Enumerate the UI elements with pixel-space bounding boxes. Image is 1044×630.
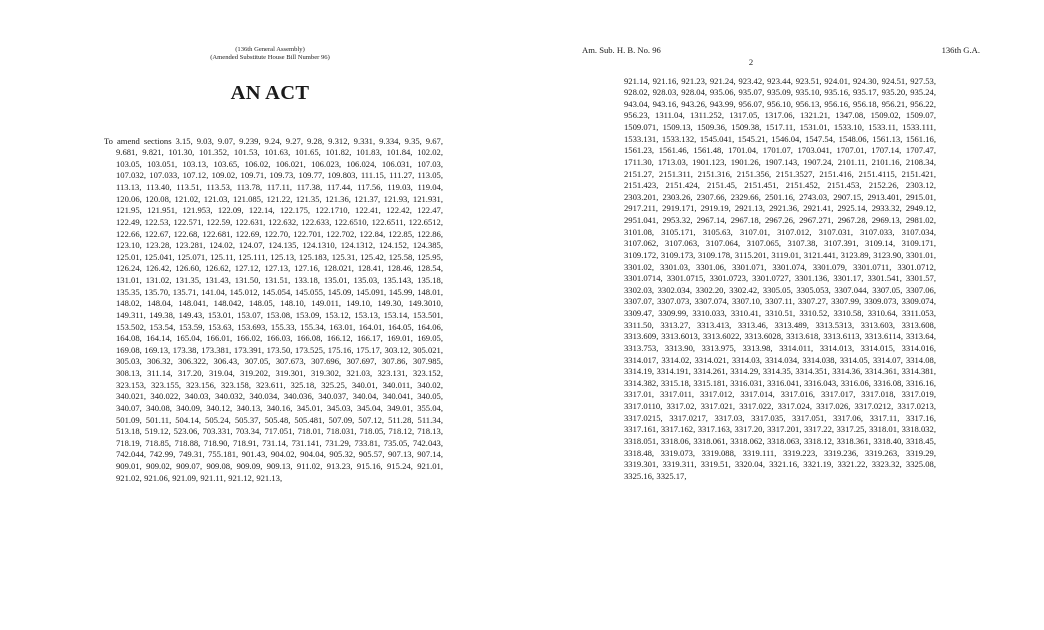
right-page <box>522 0 1044 630</box>
assembly-line: (136th General Assembly) <box>235 46 305 53</box>
act-title: AN ACT <box>230 82 310 104</box>
bill-header <box>130 46 410 62</box>
bill-reference-line: (Amended Substitute House Bill Number 96) <box>210 54 330 61</box>
page-number: 2 <box>748 57 754 67</box>
amend-sections-text: To amend sections 3.15, 9.03, 9.07, 9.239, 9.24, 9.27, 9.28, 9.312, 9.331, 9.334, 9.35, 9.67, 9.681, 9.821, 101.30, 101.352, 101.53, 101.63, 101.65, 101.82, 101.83, 101.84, 102.02, 103.05, 103.051, 103.13, 103.65, 106.02, 106.021, 106.023, 106.024, 106.031, 107.03, 107.032, 107.033, 107.12, 109.02, 109.71, 109.73, 109.77, 109.803, 111.15, 111.27, 113.05, 113.13, 113.40, 113.51, 113.53, 113.78, 117.11, 117.38, 117.44, 117.56, 119.03, 119.04, 120.06, 120.08, 121.02, 121.03, 121.085, 121.22, 121.35, 121.36, 121.37, 121.93, 121.931, 121.95, 121.951, 121.953, 122.09, 122.14, 122.175, 122.1710, 122.41, 122.42, 122.47, 122.49, 122.53, 122.571, 122.59, 122.631, 122.632, 122.633, 122.6510, 122.6511, 122.6512, 122.66, 122.67, 122.68, 122.681, 122.69, 122.70, 122.701, 122.702, 122.84, 122.85, 122.86, 123.10, 123.28, 123.281, 124.02, 124.07, 124.135, 124.1310, 124.1312, 124.152, 124.385, 125.01, 125.041, 125.071, 125.11, 125.111, 125.13, 125.183, 125.31, 125.42, 125.58, 125.95, 126.24, 126.42, 126.60, 126.62, 127.12, 127.13, 127.16, 128.021, 128.41, 128.46, 128.54, 131.01, 131.02, 131.35, 131.43, 131.50, 131.51, 133.18, 135.01, 135.03, 135.143, 135.18, 135.35, 135.70, 135.71, 141.04, 145.012, 145.054, 145.055, 145.09, 145.091, 145.99, 148.01, 148.02, 148.04, 148.041, 148.042, 148.05, 148.10, 149.011, 149.10, 149.30, 149.3010, 149.311, 149.38, 149.43, 153.01, 153.07, 153.08, 153.09, 153.12, 153.13, 153.14, 153.501, 153.502, 153.54, 153.59, 153.63, 153.693, 155.33, 155.34, 163.01, 164.01, 164.05, 164.06, 164.08, 164.14, 165.04, 166.01, 166.02, 166.03, 166.08, 166.12, 166.17, 169.01, 169.05, 169.08, 169.13, 173.38, 173.381, 173.391, 173.50, 173.525, 175.16, 175.17, 303.12, 305.021, 305.03, 306.32, 306.322, 306.43, 307.05, 307.673, 307.696, 307.697, 307.86, 307.985, 308.13, 311.14, 317.20, 319.04, 319.202, 319.301, 319.302, 321.03, 323.131, 323.152, 323.153, 323.155, 323.156, 323.158, 323.611, 325.18, 325.25, 340.01, 340.011, 340.02, 340.021, 340.022, 340.03, 340.032, 340.034, 340.036, 340.037, 340.04, 340.041, 340.05, 340.07, 340.08, 340.09, 340.12, 340.13, 340.16, 345.01, 345.03, 345.04, 349.01, 355.04, 501.09, 501.11, 504.14, 505.24, 505.37, 505.48, 505.481, 507.09, 507.12, 511.28, 511.34, 513.18, 519.12, 523.06, 703.331, 703.34, 717.051, 718.01, 718.031, 718.05, 718.12, 718.13, 718.19, 718.85, 718.88, 718.90, 718.91, 731.14, 731.141, 731.29, 733.81, 735.05, 742.043, 742.044, 742.99, 749.31, 755.181, 901.43, 904.02, 904.04, 905.32, 905.57, 907.13, 907.14, 909.01, 909.02, 909.07, 909.08, 909.09, 909.13, 911.02, 913.23, 915.16, 915.24, 921.01, 921.02, 921.06, 921.09, 921.11, 921.12, 921.13, <box>104 135 443 483</box>
running-head-assembly: 136th G.A. <box>941 45 980 55</box>
sections-continued-text: 921.14, 921.16, 921.23, 921.24, 923.42, 923.44, 923.51, 924.01, 924.30, 924.51, 927.53, 928.02, 928.03, 928.04, 935.06, 935.07, 935.09, 935.10, 935.16, 935.17, 935.20, 935.24, 943.04, 943.16, 943.26, 943.99, 956.07, 956.10, 956.13, 956.16, 956.18, 956.21, 956.22, 956.23, 1311.04, 1311.252, 1317.05, 1317.06, 1321.21, 1347.08, 1509.02, 1509.07, 1509.071, 1509.13, 1509.36, 1509.38, 1517.11, 1531.01, 1533.10, 1533.11, 1533.111, 1533.131, 1533.132, 1545.041, 1545.21, 1546.04, 1547.54, 1548.06, 1561.13, 1561.16, 1561.23, 1561.46, 1561.48, 1701.04, 1701.07, 1703.041, 1707.01, 1707.14, 1707.47, 1711.30, 1713.03, 1901.123, 1901.26, 1907.143, 1907.24, 2101.11, 2101.16, 2108.34, 2151.27, 2151.311, 2151.316, 2151.356, 2151.3527, 2151.416, 2151.4115, 2151.421, 2151.423, 2151.424, 2151.45, 2151.451, 2151.452, 2151.453, 2152.26, 2303.12, 2303.201, 2303.26, 2307.66, 2329.66, 2501.16, 2743.03, 2907.15, 2913.401, 2915.01, 2917.211, 2919.171, 2919.19, 2921.13, 2921.36, 2921.41, 2925.14, 2933.32, 2949.12, 2951.041, 2953.32, 2967.14, 2967.18, 2967.26, 2967.271, 2967.28, 2969.13, 2981.02, 3101.08, 3105.171, 3105.63, 3107.01, 3107.012, 3107.031, 3107.033, 3107.034, 3107.062, 3107.063, 3107.064, 3107.065, 3107.38, 3107.391, 3109.14, 3109.171, 3109.172, 3109.173, 3109.178, 3115.201, 3119.01, 3121.441, 3123.89, 3123.90, 3301.01, 3301.02, 3301.03, 3301.06, 3301.071, 3301.074, 3301.079, 3301.0711, 3301.0712, 3301.0714, 3301.0715, 3301.0723, 3301.0727, 3301.136, 3301.17, 3301.541, 3301.57, 3302.03, 3302.034, 3302.20, 3302.42, 3305.05, 3305.053, 3307.044, 3307.05, 3307.06, 3307.07, 3307.073, 3307.074, 3307.10, 3307.11, 3307.27, 3307.99, 3309.073, 3309.074, 3309.47, 3309.99, 3310.033, 3310.41, 3310.51, 3310.52, 3310.58, 3310.64, 3311.053, 3311.50, 3313.27, 3313.413, 3313.46, 3313.489, 3313.5313, 3313.603, 3313.608, 3313.609, 3313.6013, 3313.6022, 3313.6028, 3313.618, 3313.6113, 3313.6114, 3313.64, 3313.753, 3313.90, 3313.975, 3313.98, 3314.011, 3314.013, 3314.015, 3314.016, 3314.017, 3314.02, 3314.021, 3314.03, 3314.034, 3314.038, 3314.05, 3314.07, 3314.08, 3314.19, 3314.191, 3314.261, 3314.29, 3314.35, 3314.351, 3314.36, 3314.361, 3314.381, 3314.382, 3315.18, 3315.181, 3316.031, 3316.041, 3316.043, 3316.06, 3316.08, 3316.16, 3317.01, 3317.011, 3317.012, 3317.014, 3317.016, 3317.017, 3317.018, 3317.019, 3317.0110, 3317.02, 3317.021, 3317.022, 3317.024, 3317.026, 3317.0212, 3317.0213, 3317.0215, 3317.0217, 3317.03, 3317.035, 3317.051, 3317.06, 3317.11, 3317.16, 3317.161, 3317.162, 3317.163, 3317.20, 3317.201, 3317.22, 3317.25, 3318.01, 3318.032, 3318.051, 3318.06, 3318.061, 3318.062, 3318.063, 3318.12, 3318.361, 3318.40, 3318.45, 3318.48, 3319.073, 3319.088, 3319.111, 3319.223, 3319.236, 3319.263, 3319.29, 3319.301, 3319.311, 3319.51, 3320.04, 3321.16, 3321.19, 3321.22, 3323.32, 3325.08, 3325.16, 3325.17, <box>624 75 936 481</box>
running-head-bill: Am. Sub. H. B. No. 96 <box>582 45 661 55</box>
